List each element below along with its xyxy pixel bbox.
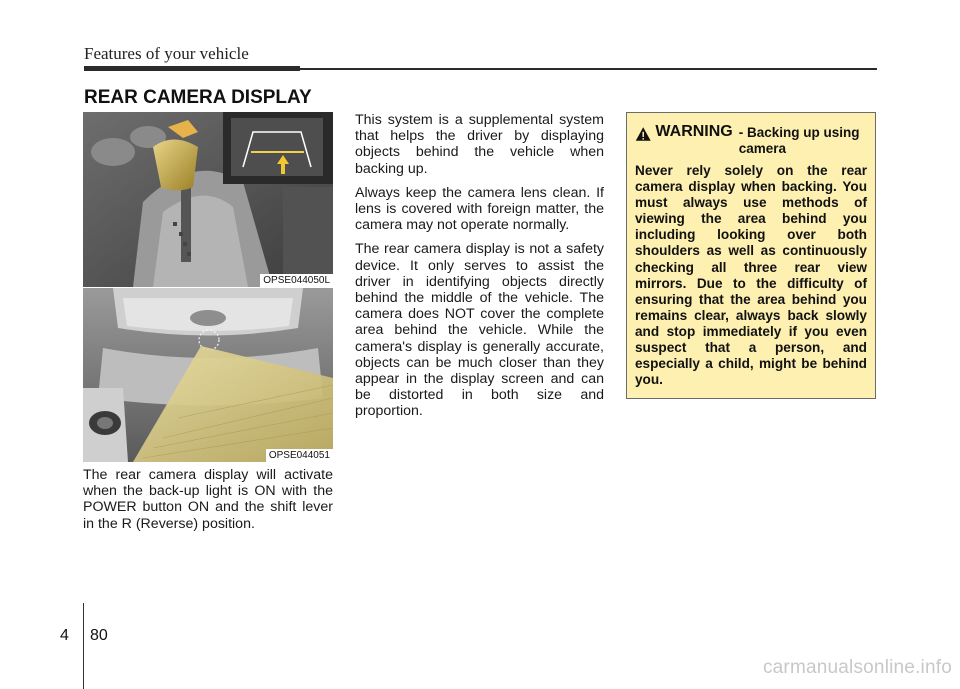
warning-header bbox=[635, 123, 867, 157]
description-paragraph-2: Always keep the camera lens clean. If lens is covered with foreign matter, the camera may not operate normally. bbox=[355, 184, 604, 234]
header-rule bbox=[84, 66, 877, 71]
chapter-number: 4 bbox=[60, 627, 69, 644]
section-title: REAR CAMERA DISPLAY bbox=[84, 87, 312, 108]
warning-label: WARNING bbox=[655, 123, 733, 140]
description-text bbox=[355, 112, 604, 428]
page-rule bbox=[83, 603, 84, 689]
header-rule-thin bbox=[300, 68, 877, 70]
rear-car-photo bbox=[83, 288, 333, 462]
warning-body: Never rely solely on the rear camera display when backing. You must always use methods of viewing the area behind you including looking over both shoulders as well as continuously checking all three rear view mirrors. Due to the difficulty of ensuring that the area behind you remains clear, always back slowly and stop immediately if you even suspect that a person, and especially a child, might be behind you. bbox=[635, 163, 867, 388]
warning-box bbox=[626, 112, 876, 399]
image-code: OPSE044050L bbox=[260, 274, 333, 287]
header-title: Features of your vehicle bbox=[84, 44, 249, 63]
shift-lever-photo bbox=[83, 112, 333, 287]
warning-subtitle: - Backing up using camera bbox=[738, 125, 860, 156]
description-paragraph-3: The rear camera display is not a safety device. It only serves to assist the driver in identifying objects directly behind the middle of the vehicle. The camera does NOT cover the complete area behind the vehicle. While the camera's display is generally accurate, objects can be much closer than they appear in the display screen and can be distorted in both size and proportion. bbox=[355, 241, 604, 420]
watermark: carmanualsonline.info bbox=[762, 657, 952, 678]
header-rule-thick bbox=[84, 66, 300, 71]
activation-paragraph: The rear camera display will activate when the back-up light is ON with the POWER button ON and the shift lever in the R (Reverse) position. bbox=[83, 467, 333, 532]
rear-car-illustration bbox=[83, 288, 333, 462]
description-paragraph-1: This system is a supplemental system that helps the driver by displaying objects behind the vehicle when backing up. bbox=[355, 112, 604, 177]
warning-triangle-icon bbox=[635, 124, 651, 144]
image-code: OPSE044051 bbox=[266, 449, 333, 462]
activation-text bbox=[83, 467, 333, 540]
shift-lever-illustration bbox=[83, 112, 333, 287]
page-number: 80 bbox=[90, 627, 108, 644]
